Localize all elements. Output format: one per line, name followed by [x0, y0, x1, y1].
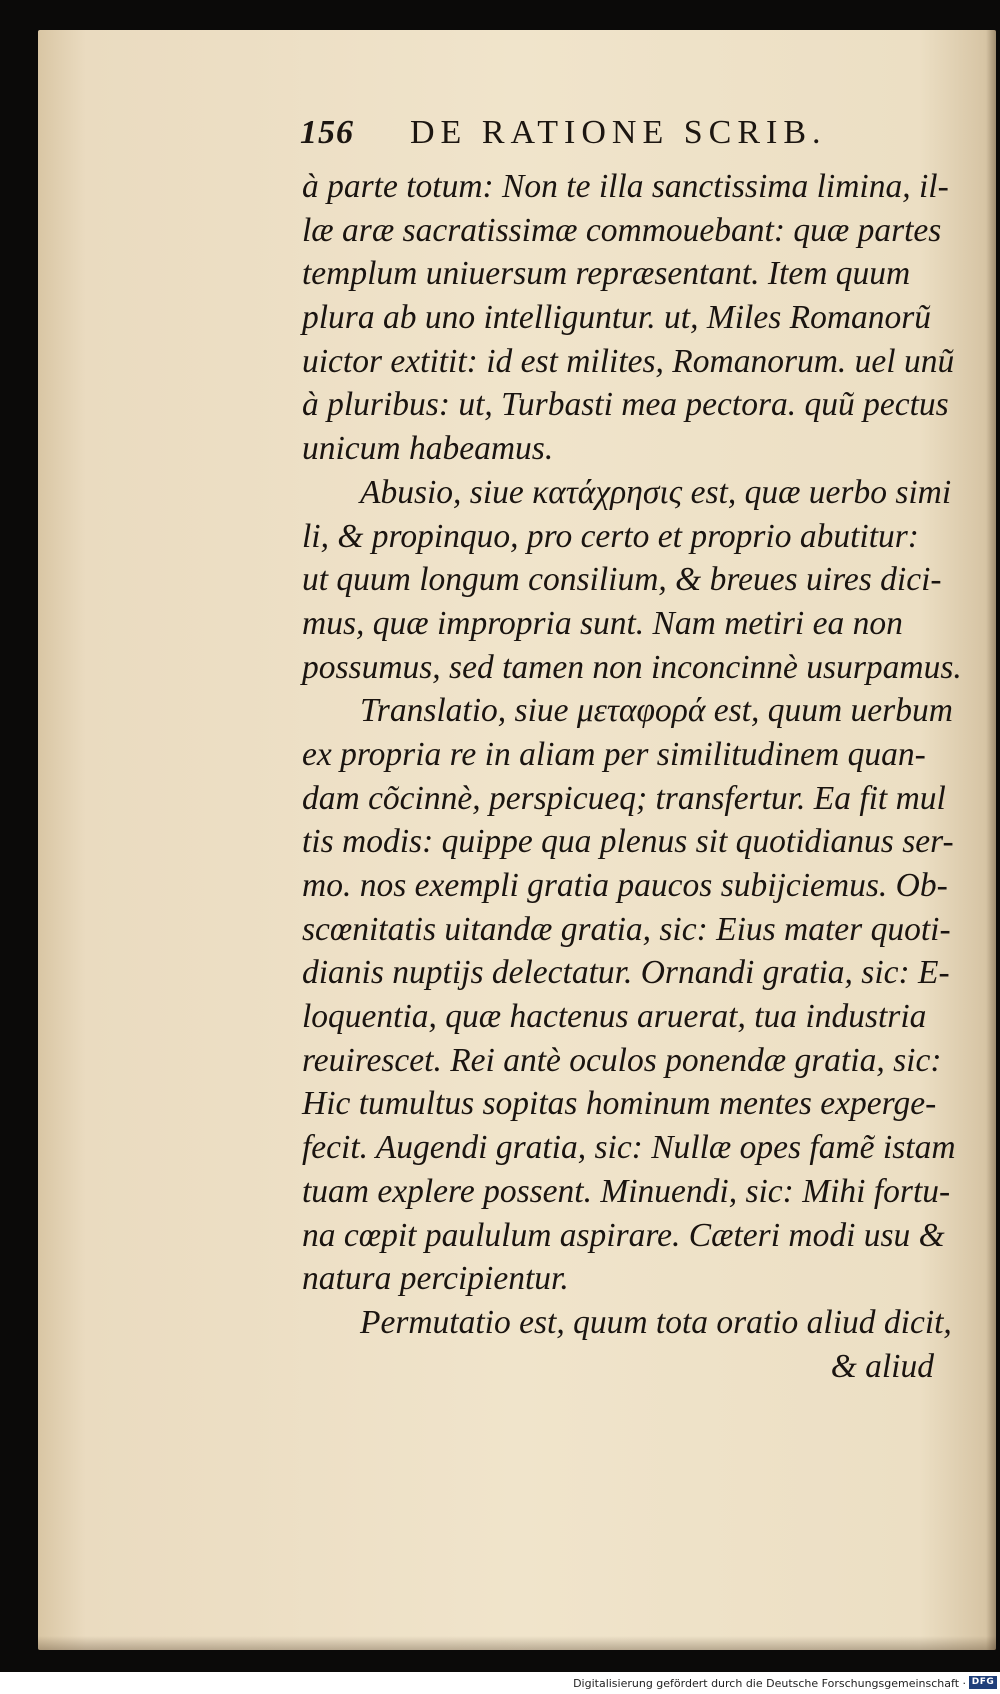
page-header [300, 110, 860, 160]
text-line: unicum habeamus. [302, 430, 554, 468]
paragraph-start-line: Translatio, siue μεταφορά est, quum uerbum [360, 692, 953, 730]
text-line: tis modis: quippe qua plenus sit quotidianus ser- [302, 823, 954, 861]
body-text [302, 165, 962, 1388]
page-bottom-shadow [38, 1636, 996, 1650]
running-head: DE RATIONE SCRIB. [410, 114, 827, 151]
text-line: tuam explere possent. Minuendi, sic: Mihi fortu- [302, 1172, 951, 1210]
text-line: mo. nos exempli gratia paucos subijciemus. Ob- [302, 867, 948, 904]
text-line: li, & propinquo, pro certo et proprio abutitur: [302, 517, 919, 555]
text-line: loquentia, quæ hactenus aruerat, tua industria [302, 998, 927, 1036]
text-line: dam cõcinnè, perspicueq; transfertur. Ea fit mul [302, 779, 946, 817]
page-edge-shadow [986, 30, 996, 1650]
funding-credit: Digitalisierung gefördert durch die Deutsche Forschungsgemeinschaft · [573, 1677, 966, 1690]
text-line: dianis nuptijs delectatur. Ornandi gratia, sic: E- [302, 954, 950, 992]
dfg-logo: DFG [969, 1676, 997, 1689]
text-line: ex propria re in aliam per similitudinem quan- [302, 735, 926, 773]
text-line: ut quum longum consilium, & breues uires dici- [302, 561, 942, 599]
catchword-line: & aliud [830, 1347, 934, 1385]
text-line: scœnitatis uitandæ gratia, sic: Eius mater quoti- [302, 910, 951, 948]
text-line: possumus, sed tamen non inconcinnè usurpamus. [302, 648, 962, 686]
digitization-footer [0, 1672, 1000, 1694]
text-line: plura ab uno intelliguntur. ut, Miles Romanorũ [302, 299, 932, 337]
text-line: reuirescet. Rei antè oculos ponendæ gratia, sic: [302, 1041, 942, 1079]
text-line: fecit. Augendi gratia, sic: Nullæ opes famẽ istam [302, 1129, 956, 1167]
text-line: na cœpit paululum aspirare. Cæteri modi usu & [302, 1216, 945, 1254]
text-line: Hic tumultus sopitas hominum mentes experge- [302, 1085, 937, 1123]
paragraph-start-line: Abusio, siue κατάχρησις est, quæ uerbo simi [360, 473, 952, 511]
text-line: uictor extitit: id est milites, Romanorum. uel unũ [302, 342, 955, 380]
text-line: natura percipientur. [302, 1260, 569, 1298]
page-number: 156 [300, 114, 354, 151]
text-line: templum uniuersum repræsentant. Item quum [302, 255, 911, 293]
text-line: mus, quæ impropria sunt. Nam metiri ea non [302, 604, 903, 642]
text-line: à parte totum: Non te illa sanctissima limina, il- [302, 168, 949, 205]
text-line: læ aræ sacratissimæ commouebant: quæ partes [302, 211, 942, 249]
text-line: à pluribus: ut, Turbasti mea pectora. quũ pectus [302, 386, 949, 424]
paragraph-start-line: Permutatio est, quum tota oratio aliud dicit, [360, 1303, 952, 1341]
